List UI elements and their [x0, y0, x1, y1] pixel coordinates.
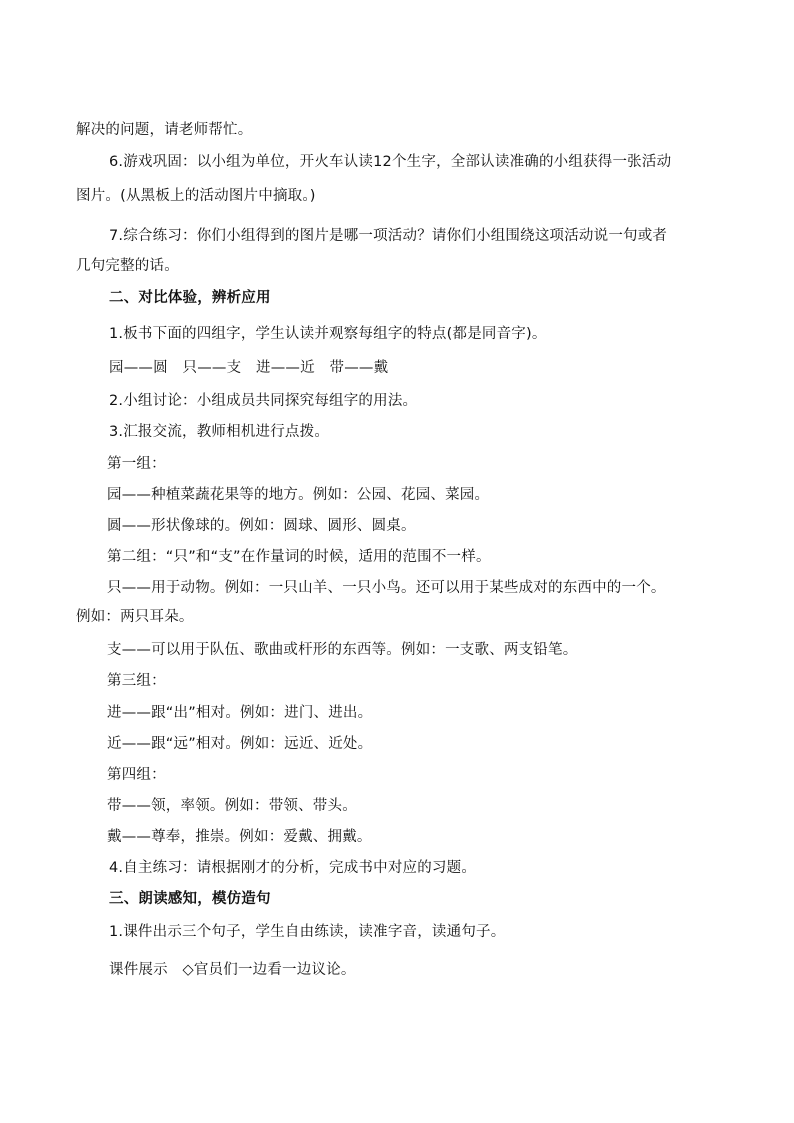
- step-2-line: 2.小组讨论：小组成员共同探究每组字的用法。: [109, 393, 418, 409]
- definition-line: 近——跟“远”相对。例如：远近、近处。: [107, 736, 373, 752]
- paragraph-line: 几句完整的话。: [76, 258, 179, 274]
- section-heading-2: 二、对比体验，辨析应用: [109, 290, 271, 306]
- section-heading-3: 三、朗读感知，模仿造句: [109, 891, 271, 907]
- paragraph-line: 图片。(从黑板上的活动图片中摘取。): [76, 188, 316, 204]
- step-4-line: 4.自主练习：请根据刚才的分析，完成书中对应的习题。: [109, 860, 477, 876]
- definition-line: 进——跟“出”相对。例如：进门、进出。: [107, 705, 373, 721]
- definition-line: 支——可以用于队伍、歌曲或杆形的东西等。例如：一支歌、两支铅笔。: [107, 642, 578, 658]
- group-label: 第一组：: [107, 456, 166, 472]
- courseware-line: 课件展示 ◇官员们一边看一边议论。: [109, 962, 356, 978]
- character-pairs: 园——圆 只——支 进——近 带——戴: [109, 360, 389, 376]
- group-label: 第四组：: [107, 767, 166, 783]
- definition-line: 带——领，率领。例如：带领、带头。: [107, 798, 357, 814]
- group-label: 第二组：“只”和“支”在作量词的时候，适用的范围不一样。: [107, 549, 491, 565]
- step-1-line: 1.课件出示三个句子，学生自由练读，读准字音，读通句子。: [109, 924, 506, 940]
- step-6-line: 6.游戏巩固：以小组为单位，开火车认读12个生字，全部认读准确的小组获得一张活动: [109, 154, 672, 170]
- step-1-line: 1.板书下面的四组字，学生认读并观察每组字的特点(都是同音字)。: [109, 326, 547, 342]
- definition-line: 园——种植菜蔬花果等的地方。例如：公园、花园、菜园。: [107, 487, 490, 503]
- paragraph-line: 例如：两只耳朵。: [76, 609, 194, 625]
- definition-line: 只——用于动物。例如：一只山羊、一只小鸟。还可以用于某些成对的东西中的一个。: [107, 580, 666, 596]
- definition-line: 戴——尊奉，推崇。例如：爱戴、拥戴。: [107, 829, 372, 845]
- step-7-line: 7.综合练习：你们小组得到的图片是哪一项活动？请你们小组围绕这项活动说一句或者: [109, 228, 668, 244]
- step-3-line: 3.汇报交流，教师相机进行点拨。: [109, 424, 330, 440]
- group-label: 第三组：: [107, 673, 166, 689]
- definition-line: 圆——形状像球的。例如：圆球、圆形、圆桌。: [107, 518, 416, 534]
- paragraph-line: 解决的问题，请老师帮忙。: [76, 122, 253, 138]
